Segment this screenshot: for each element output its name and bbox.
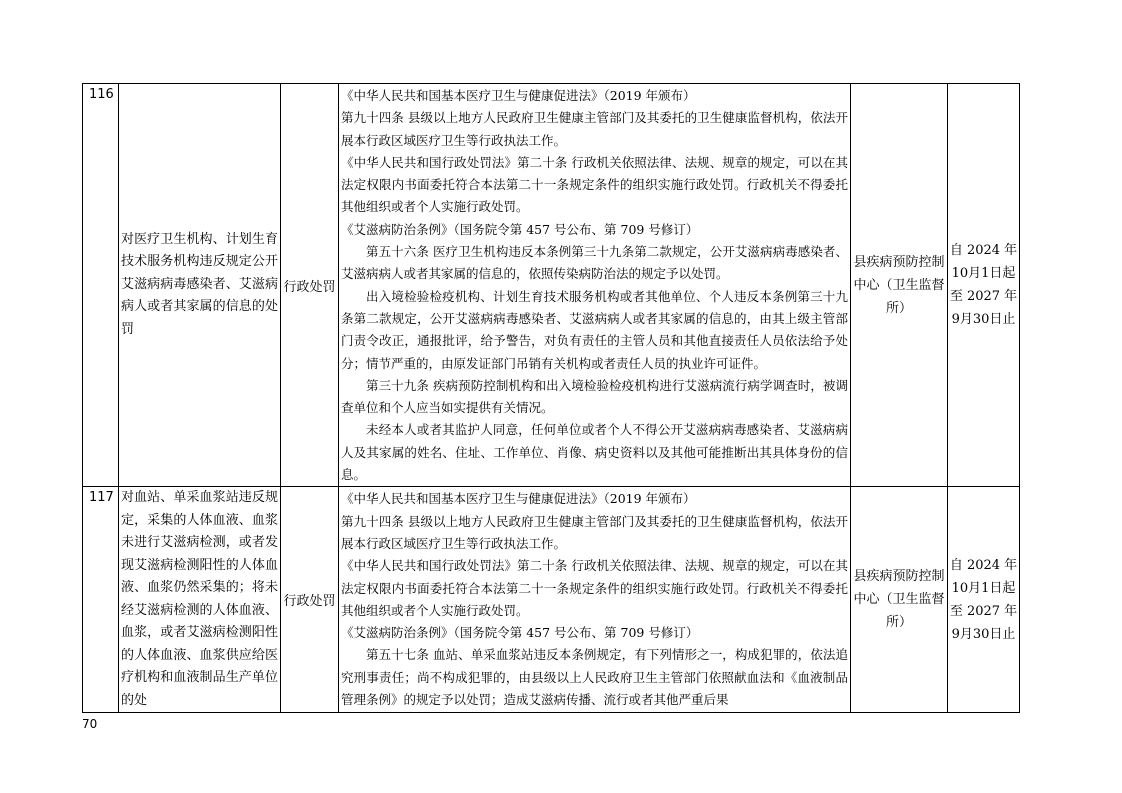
table-row <box>83 487 1020 713</box>
basis-paragraph: 《中华人民共和国基本医疗卫生与健康促进法》（2019 年颁布） <box>341 491 696 507</box>
basis-paragraph: 未经本人或者其监护人同意，任何单位或者个人不得公开艾滋病病毒感染者、艾滋病病人及其家属的姓名、住址、工作单位、肖像、病史资料以及其他可能推断出其具体身份的信息。 <box>341 422 848 483</box>
page-number: 70 <box>82 717 98 731</box>
legal-basis <box>339 487 851 713</box>
basis-paragraph: 出入境检验检疫机构、计划生育技术服务机构或者其他单位、个人违反本条例第三十九条第二款规定，公开艾滋病病毒感染者、艾滋病病人或者其家属的信息的，由其上级主管部门责令改正，通报批评，给予警告，对负有责任的主管人员和其他直接责任人员依法给予处分；情节严重的，由原发证部门吊销有关机构或者责任人员的执业许可证件。 <box>341 288 848 371</box>
period-line: 至 2027 年 <box>949 289 1018 305</box>
basis-paragraph: 第三十九条 疾病预防控制机构和出入境检验检疫机构进行艾滋病流行病学调查时，被调查单位和个人应当如实提供有关情况。 <box>341 377 848 416</box>
row-number: 117 <box>83 487 119 713</box>
delegation-period <box>948 487 1020 713</box>
period-line: 自 2024 年 <box>949 557 1018 573</box>
delegation-period <box>948 84 1020 487</box>
basis-paragraph: 第五十六条 医疗卫生机构违反本条例第三十九条第二款规定，公开艾滋病病毒感染者、艾滋病病人或者其家属的信息的，依照传染病防治法的规定予以处罚。 <box>341 244 848 282</box>
basis-paragraph: 第五十七条 血站、单采血浆站违反本条例规定，有下列情形之一，构成犯罪的，依法追究刑事责任；尚不构成犯罪的，由县级以上人民政府卫生主管部门依照献血法和《血液制品管理条例》的规定予以处罚；造成艾滋病传播、流行或者其他严重后果 <box>341 647 848 708</box>
item-name: 对血站、单采血浆站违反规定，采集的人体血液、血浆未进行艾滋病检测，或者发现艾滋病检测阳性的人体血液、血浆仍然采集的；将未经艾滋病检测的人体血液、血浆，或者艾滋病检测阳性的人体血液、血浆供应给医疗机构和血液制品生产单位的处 <box>119 487 281 713</box>
period-line: 10月1日起 <box>951 580 1016 596</box>
basis-paragraph: 《艾滋病防治条例》（国务院令第 457 号公布、第 709 号修订） <box>341 625 699 641</box>
basis-paragraph: 第九十四条 县级以上地方人民政府卫生健康主管部门及其委托的卫生健康监督机构，依法开展本行政区域医疗卫生等行政执法工作。 <box>341 513 848 551</box>
period-line: 9月30日止 <box>951 626 1016 642</box>
basis-paragraph: 第九十四条 县级以上地方人民政府卫生健康主管部门及其委托的卫生健康监督机构，依法开展本行政区域医疗卫生等行政执法工作。 <box>341 110 848 148</box>
basis-paragraph: 《中华人民共和国行政处罚法》第二十条 行政机关依照法律、法规、规章的规定，可以在其法定权限内书面委托符合本法第二十一条规定条件的组织实施行政处罚。行政机关不得委托其他组织或者个人实施行政处罚。 <box>341 154 848 215</box>
table-row <box>83 84 1020 487</box>
period-line: 10月1日起 <box>951 266 1016 282</box>
basis-paragraph: 《艾滋病防治条例》（国务院令第 457 号公布、第 709 号修订） <box>341 221 699 237</box>
basis-paragraph: 《中华人民共和国基本医疗卫生与健康促进法》（2019 年颁布） <box>341 88 696 103</box>
period-line: 自 2024 年 <box>949 243 1018 259</box>
category: 行政处罚 <box>281 487 339 713</box>
enforcement-agency: 县疾病预防控制中心（卫生监督所） <box>851 487 948 713</box>
period-line: 至 2027 年 <box>949 603 1018 619</box>
basis-paragraph: 《中华人民共和国行政处罚法》第二十条 行政机关依照法律、法规、规章的规定，可以在其法定权限内书面委托符合本法第二十一条规定条件的组织实施行政处罚。行政机关不得委托其他组织或者个人实施行政处罚。 <box>341 558 848 618</box>
authority-table <box>82 83 1020 713</box>
row-number: 116 <box>83 84 119 487</box>
category: 行政处罚 <box>281 84 339 487</box>
period-line: 9月30日止 <box>951 312 1016 328</box>
enforcement-agency: 县疾病预防控制中心（卫生监督所） <box>851 84 948 487</box>
legal-basis <box>339 84 851 487</box>
item-name: 对医疗卫生机构、计划生育技术服务机构违反规定公开艾滋病病毒感染者、艾滋病病人或者其家属的信息的处罚 <box>119 84 281 487</box>
